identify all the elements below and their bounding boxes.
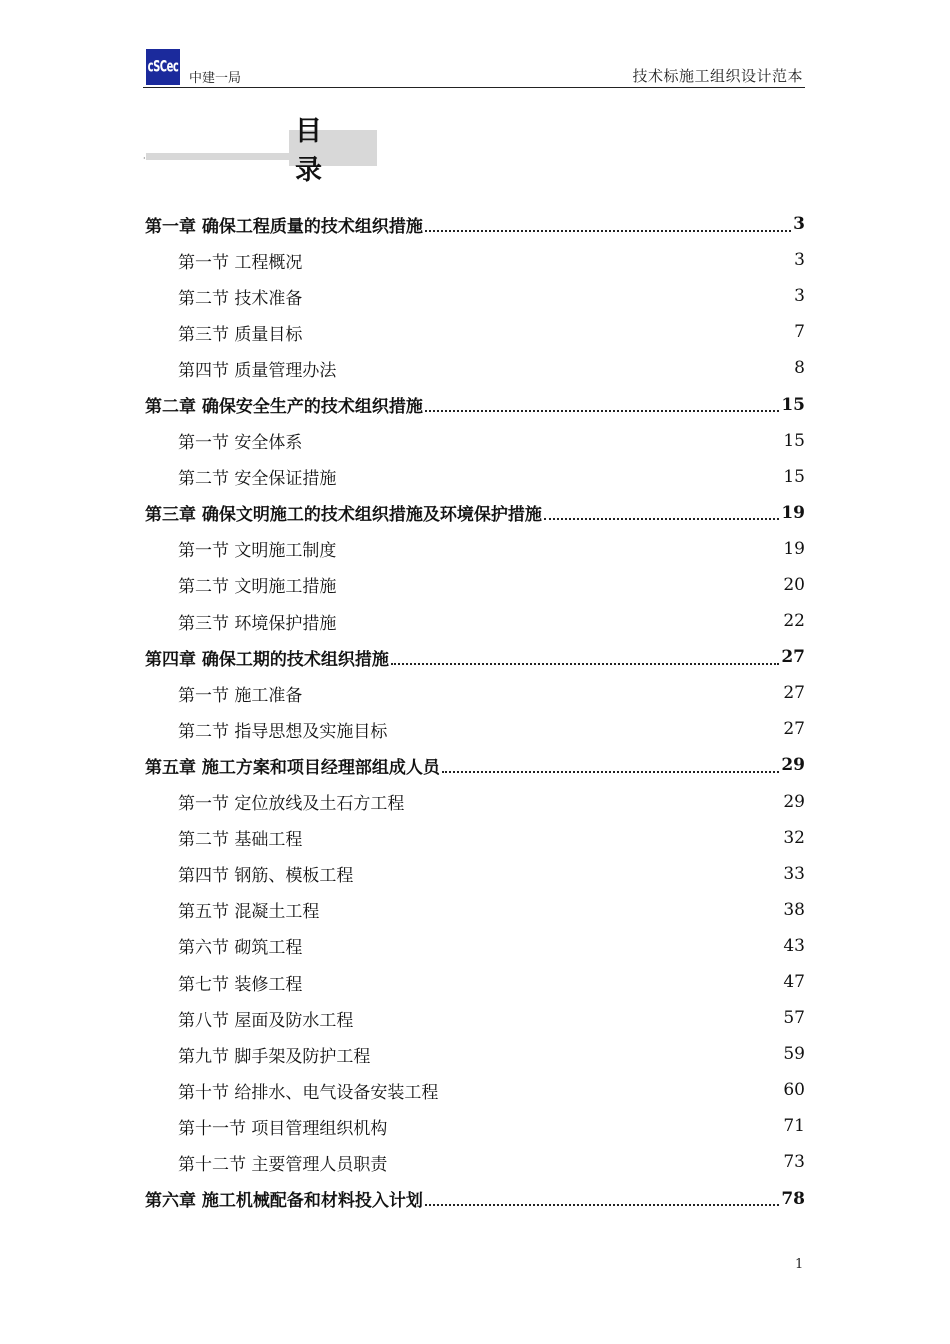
toc-entry-page: 29 xyxy=(783,791,805,812)
toc-entry-page: 27 xyxy=(781,647,805,668)
toc-section-entry[interactable] xyxy=(145,820,805,856)
company-logo xyxy=(146,49,180,85)
toc-entry-label: 第十一节 项目管理组织机构 xyxy=(178,1118,388,1139)
toc-leader xyxy=(425,1203,779,1206)
toc-entry-label: 第九节 脚手架及防护工程 xyxy=(178,1046,371,1067)
toc-section-entry[interactable] xyxy=(145,856,805,892)
toc-entry-label: 第三节 环境保护措施 xyxy=(178,613,337,634)
toc-leader xyxy=(304,988,781,989)
toc-leader xyxy=(304,951,781,952)
toc-entry-label: 第一节 施工准备 xyxy=(178,685,303,706)
toc-leader xyxy=(355,1024,781,1025)
toc-section-entry[interactable] xyxy=(145,1108,805,1144)
toc-entry-page: 7 xyxy=(794,322,805,343)
toc-section-entry[interactable] xyxy=(145,1000,805,1036)
toc-leader xyxy=(304,266,792,267)
toc-entry-label: 第二节 安全保证措施 xyxy=(178,469,337,490)
toc-leader xyxy=(355,879,781,880)
toc-section-entry[interactable] xyxy=(145,964,805,1000)
toc-entry-page: 29 xyxy=(781,755,805,776)
toc-leader xyxy=(304,302,792,303)
toc-entry-page: 8 xyxy=(794,358,805,379)
toc-entry-label: 第六节 砌筑工程 xyxy=(178,938,303,959)
toc-leader xyxy=(406,807,781,808)
toc-entry-page: 57 xyxy=(783,1008,805,1029)
page-header xyxy=(143,46,805,88)
toc-entry-label: 第二节 基础工程 xyxy=(178,830,303,851)
toc-entry-label: 第七节 装修工程 xyxy=(178,974,303,995)
toc-entry-label: 第一节 文明施工制度 xyxy=(178,541,337,562)
toc-chapter-entry[interactable] xyxy=(145,495,805,531)
toc-leader xyxy=(544,517,779,520)
toc-entry-page: 15 xyxy=(783,466,805,487)
toc-leader xyxy=(338,627,781,628)
toc-title: 目 录 xyxy=(289,130,377,166)
toc-entry-page: 38 xyxy=(783,899,805,920)
toc-chapter-entry[interactable] xyxy=(145,1181,805,1217)
toc-leader xyxy=(372,1060,781,1061)
toc-section-entry[interactable] xyxy=(145,784,805,820)
toc-section-entry[interactable] xyxy=(145,603,805,639)
toc-entry-label: 第一章 确保工程质量的技术组织措施 xyxy=(145,216,423,237)
toc-entry-label: 第一节 工程概况 xyxy=(178,252,303,273)
toc-entry-page: 22 xyxy=(783,611,805,632)
toc-entry-label: 第十二节 主要管理人员职责 xyxy=(178,1154,388,1175)
company-name: 中建一局 xyxy=(189,71,242,86)
toc-entry-label: 第五章 施工方案和项目经理部组成人员 xyxy=(145,757,440,778)
toc-section-entry[interactable] xyxy=(145,531,805,567)
toc-entry-page: 27 xyxy=(783,719,805,740)
toc-entry-label: 第二节 技术准备 xyxy=(178,288,303,309)
toc-chapter-entry[interactable] xyxy=(145,639,805,675)
toc-leader xyxy=(304,446,781,447)
toc-leader xyxy=(338,374,792,375)
toc-entry-page: 19 xyxy=(781,502,805,523)
toc-leader xyxy=(389,735,781,736)
toc-entry-label: 第四节 钢筋、模板工程 xyxy=(178,866,354,887)
toc-entry-page: 3 xyxy=(794,286,805,307)
toc-leader xyxy=(304,843,781,844)
toc-entry-page: 27 xyxy=(783,683,805,704)
toc-entry-page: 71 xyxy=(783,1116,805,1137)
toc-section-entry[interactable] xyxy=(145,350,805,386)
toc-leader xyxy=(389,1132,781,1133)
toc-entry-page: 47 xyxy=(783,972,805,993)
toc-entry-page: 78 xyxy=(781,1188,805,1209)
toc-entry-label: 第八节 屋面及防水工程 xyxy=(178,1010,354,1031)
toc-entry-label: 第十节 给排水、电气设备安装工程 xyxy=(178,1082,439,1103)
table-of-contents xyxy=(145,206,805,1217)
toc-section-entry[interactable] xyxy=(145,278,805,314)
toc-entry-label: 第二节 文明施工措施 xyxy=(178,577,337,598)
toc-entry-page: 3 xyxy=(793,214,805,235)
toc-section-entry[interactable] xyxy=(145,1072,805,1108)
toc-entry-page: 15 xyxy=(783,430,805,451)
document-title: 技术标施工组织设计范本 xyxy=(632,67,803,85)
header-rule xyxy=(143,87,805,88)
toc-section-entry[interactable] xyxy=(145,314,805,350)
toc-leader xyxy=(304,338,792,339)
toc-chapter-entry[interactable] xyxy=(145,206,805,242)
toc-leader xyxy=(321,915,781,916)
toc-marker: · xyxy=(143,154,146,163)
toc-entry-label: 第一节 定位放线及土石方工程 xyxy=(178,794,405,815)
toc-entry-label: 第二节 指导思想及实施目标 xyxy=(178,721,388,742)
toc-entry-page: 32 xyxy=(783,827,805,848)
toc-leader xyxy=(440,1096,781,1097)
toc-title-bar xyxy=(146,153,296,160)
page-number: 1 xyxy=(795,1257,804,1272)
toc-leader xyxy=(389,1168,781,1169)
toc-entry-label: 第二章 确保安全生产的技术组织措施 xyxy=(145,397,423,418)
toc-section-entry[interactable] xyxy=(145,1144,805,1180)
toc-leader xyxy=(425,229,791,232)
toc-entry-page: 20 xyxy=(783,574,805,595)
toc-entry-page: 19 xyxy=(783,538,805,559)
toc-section-entry[interactable] xyxy=(145,892,805,928)
toc-chapter-entry[interactable] xyxy=(145,386,805,422)
toc-chapter-entry[interactable] xyxy=(145,747,805,783)
toc-entry-page: 60 xyxy=(783,1080,805,1101)
toc-entry-label: 第四章 确保工期的技术组织措施 xyxy=(145,649,389,670)
toc-entry-label: 第一节 安全体系 xyxy=(178,433,303,454)
toc-entry-label: 第五节 混凝土工程 xyxy=(178,902,320,923)
toc-leader xyxy=(442,770,779,773)
toc-entry-page: 59 xyxy=(783,1044,805,1065)
toc-entry-page: 73 xyxy=(783,1152,805,1173)
toc-leader xyxy=(338,482,781,483)
toc-section-entry[interactable] xyxy=(145,1036,805,1072)
toc-section-entry[interactable] xyxy=(145,459,805,495)
toc-leader xyxy=(304,699,781,700)
toc-entry-label: 第三节 质量目标 xyxy=(178,324,303,345)
toc-section-entry[interactable] xyxy=(145,423,805,459)
toc-entry-label: 第四节 质量管理办法 xyxy=(178,360,337,381)
toc-leader xyxy=(425,409,779,412)
toc-entry-page: 3 xyxy=(794,250,805,271)
toc-section-entry[interactable] xyxy=(145,567,805,603)
toc-section-entry[interactable] xyxy=(145,242,805,278)
toc-section-entry[interactable] xyxy=(145,675,805,711)
toc-entry-page: 33 xyxy=(783,863,805,884)
logo-text: cSCec xyxy=(147,58,179,76)
toc-entry-page: 15 xyxy=(781,394,805,415)
toc-section-entry[interactable] xyxy=(145,928,805,964)
toc-entry-page: 43 xyxy=(783,935,805,956)
toc-entry-label: 第三章 确保文明施工的技术组织措施及环境保护措施 xyxy=(145,505,542,526)
toc-section-entry[interactable] xyxy=(145,711,805,747)
toc-leader xyxy=(338,554,781,555)
toc-entry-label: 第六章 施工机械配备和材料投入计划 xyxy=(145,1191,423,1212)
toc-leader xyxy=(391,662,779,665)
toc-leader xyxy=(338,590,781,591)
